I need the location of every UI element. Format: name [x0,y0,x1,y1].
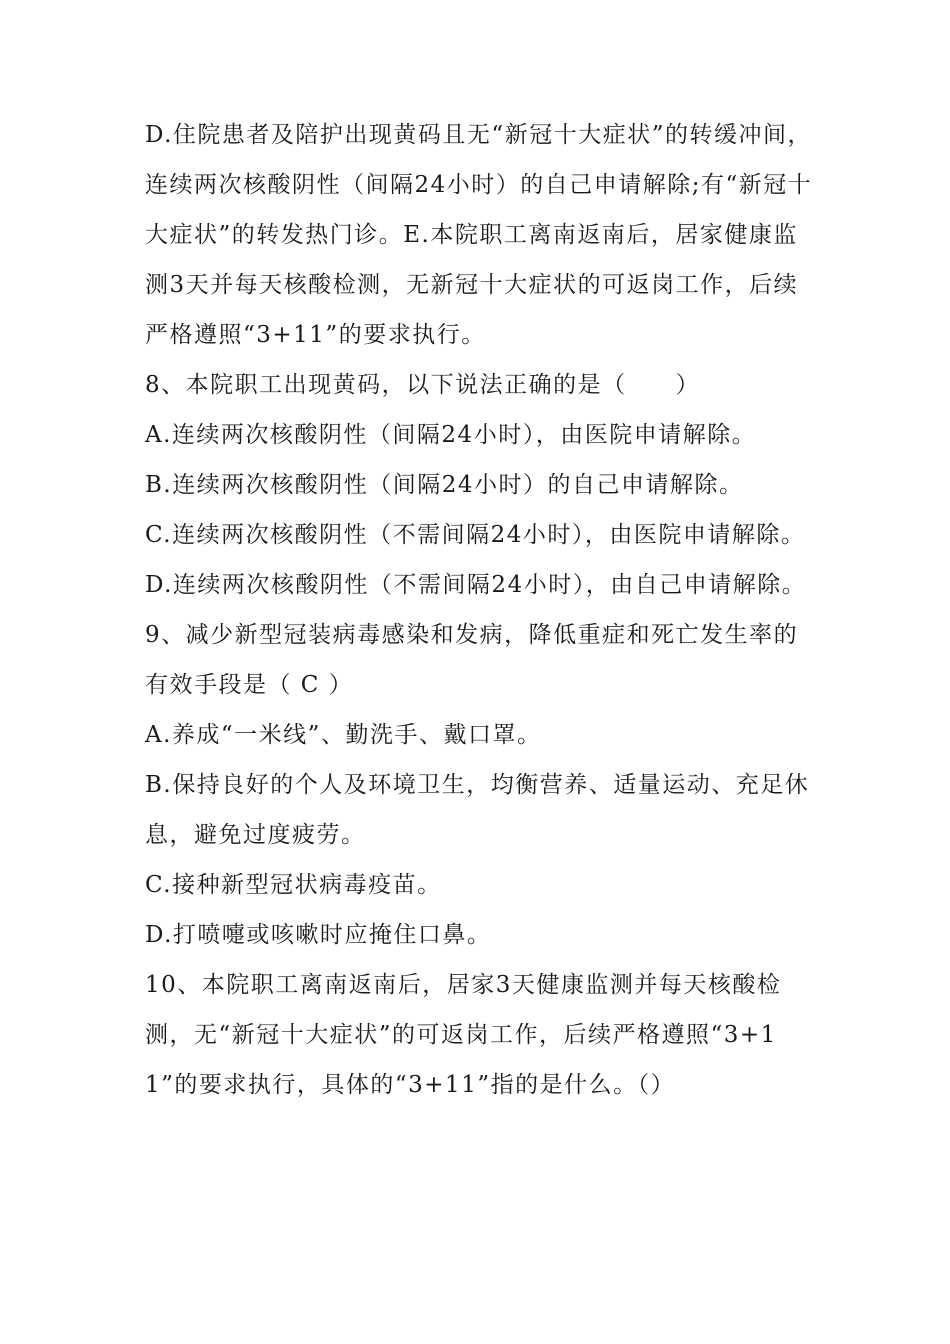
document-body [145,110,815,1110]
paragraph-item-d-answer: D.住院患者及陪护出现黄码且无“新冠十大症状”的转缓冲间，连续两次核酸阴性（间隔24小时）的自己申请解除;有“新冠十大症状”的转发热门诊。E.本院职工离南返南后，居家健康监测3天并每天核酸检测，无新冠十大症状的可返岗工作，后续严格遵照“3+11”的要求执行。 [145,122,813,348]
question-9: 9、减少新型冠装病毒感染和发病，降低重症和死亡发生率的有效手段是（ C ） [145,622,799,698]
question-8-option-d: D.连续两次核酸阴性（不需间隔24小时），由自己申请解除。 [145,572,807,598]
question-9-option-a: A.养成“一米线”、勤洗手、戴口罩。 [145,722,542,748]
question-8-option-b: B.连续两次核酸阴性（间隔24小时）的自己申请解除。 [145,472,744,498]
question-9-option-d: D.打喷嚏或咳嗽时应掩住口鼻。 [145,922,492,948]
question-9-option-c: C.接种新型冠状病毒疫苗。 [145,872,442,898]
question-8-option-c: C.连续两次核酸阴性（不需间隔24小时），由医院申请解除。 [145,522,806,548]
question-8: 8、本院职工出现黄码，以下说法正确的是（ ） [145,372,701,398]
question-8-option-a: A.连续两次核酸阴性（间隔24小时），由医院申请解除。 [145,422,757,448]
question-10: 10、本院职工离南返南后，居家3天健康监测并每天核酸检测，无“新冠十大症状”的可返岗工作，后续严格遵照“3+11”的要求执行，具体的“3+11”指的是什么。（） [145,972,782,1098]
question-9-option-b: B.保持良好的个人及环境卫生，均衡营养、适量运动、充足休息，避免过度疲劳。 [145,772,810,848]
